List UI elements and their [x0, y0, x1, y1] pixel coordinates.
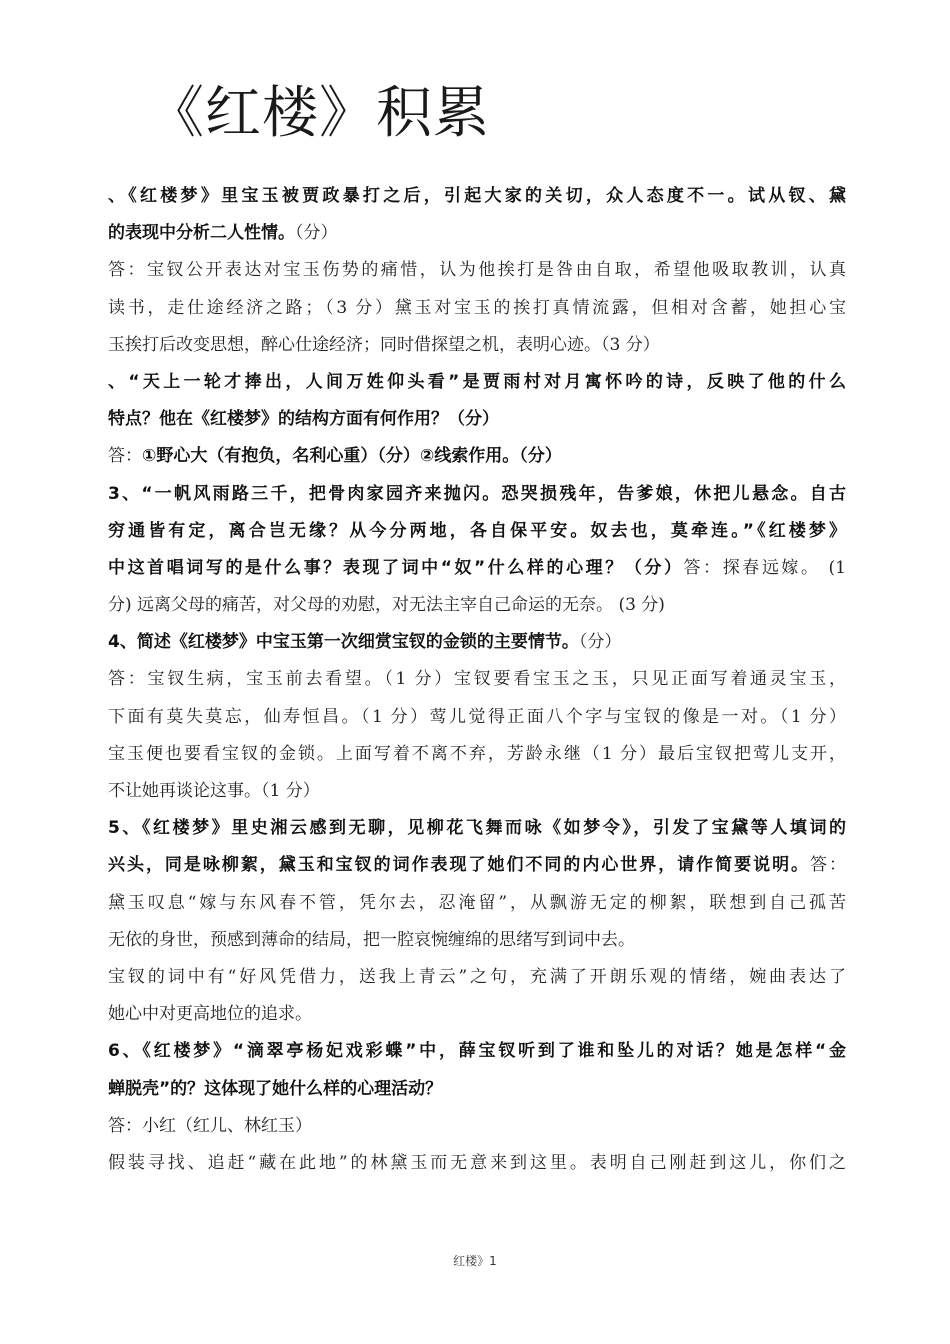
- text-line: [108, 1145, 846, 1182]
- answer-text: （分）: [578, 632, 622, 653]
- answer-text: 答：探春远嫁。 (1: [683, 557, 846, 578]
- answer-text: 分) 远离父母的痛苦，对父母的劝慰，对无法主宰自己命运的无奈。 (3 分): [108, 595, 665, 616]
- answer-text: 读书，走仕途经济之路；（3 分）黛玉对宝玉的挨打真情流露，但相对含蓄，她担心宝: [108, 297, 846, 318]
- text-line: [108, 885, 846, 922]
- text-line: [108, 1071, 846, 1108]
- text-line: [108, 587, 846, 624]
- answer-text: 答：宝钗公开表达对宝玉伤势的痛惜，认为他挨打是咎由自取，希望他吸取教训，认真: [108, 260, 846, 281]
- answer-text: 宝钗的词中有“好风凭借力，送我上青云”之句，充满了开朗乐观的情绪，婉曲表达了: [108, 966, 846, 987]
- text-line: [108, 364, 846, 401]
- text-line: [108, 699, 846, 736]
- answer-text: （分）: [295, 223, 338, 244]
- question-text: 穷通皆有定，离合岂无缘？从今分两地，各自保平安。奴去也，莫牵连。”《红楼梦》: [108, 520, 846, 541]
- question-text: 兴头，同是咏柳絮，黛玉和宝钗的词作表现了她们不同的内心世界，请作简要说明。: [108, 855, 811, 876]
- text-line: [108, 847, 846, 884]
- text-line: [108, 773, 846, 810]
- text-line: [108, 996, 846, 1033]
- answer-text: 答：宝钗生病，宝玉前去看望。（1 分）宝钗要看宝玉之玉，只见正面写着通灵宝玉，: [108, 669, 846, 690]
- question-text: 6、《红楼梦》“滴翠亭杨妃戏彩蝶”中，薛宝钗听到了谁和坠儿的对话？她是怎样“金: [108, 1041, 846, 1062]
- answer-text: 宝玉便也要看宝钗的金锁。上面写着不离不弃，芳龄永继（1 分）最后宝钗把莺儿支开，: [108, 743, 846, 764]
- answer-text: 答：: [810, 855, 846, 876]
- text-line: [108, 661, 846, 698]
- question-text: 4、简述《红楼梦》中宝玉第一次细赏宝钗的金锁的主要情节。: [108, 632, 579, 653]
- text-line: [108, 215, 846, 252]
- page-footer: 红楼》1: [453, 1254, 497, 1268]
- answer-text: 答：小红（红儿、林红玉）: [108, 1115, 312, 1136]
- text-line: [108, 401, 846, 438]
- page-title: 《红楼》积累: [148, 81, 490, 146]
- document-body: [108, 178, 846, 1182]
- question-text: 3、“一帆风雨路三千，把骨肉家园齐来抛闪。恐哭损残年，告爹娘，休把儿悬念。自古: [108, 483, 846, 504]
- text-line: [108, 550, 846, 587]
- text-line: [108, 624, 846, 661]
- text-line: [108, 1033, 846, 1070]
- question-text: ①野心大（有抱负，名利心重）（分）②线索作用。（分）: [142, 446, 562, 467]
- answer-text: 玉挨打后改变思想，醉心仕途经济；同时借探望之机，表明心迹。（3 分）: [108, 334, 660, 355]
- text-line: [108, 959, 846, 996]
- text-line: [108, 476, 846, 513]
- text-line: [108, 438, 846, 475]
- text-line: [108, 252, 846, 289]
- answer-text: 不让她再谈论这事。（1 分）: [108, 781, 320, 801]
- question-text: 蝉脱壳”的？这体现了她什么样的心理活动？: [108, 1078, 443, 1099]
- text-line: [108, 922, 846, 959]
- answer-text: 假装寻找、追赶“藏在此地”的林黛玉而无意来到这里。表明自己刚赶到这儿，你们之: [108, 1152, 846, 1173]
- answer-text: 答：: [108, 446, 142, 467]
- answer-text: 黛玉叹息“嫁与东风春不管，凭尔去，忍淹留”，从飘游无定的柳絮，联想到自己孤苦: [108, 892, 846, 913]
- text-line: [108, 513, 846, 550]
- question-text: 中这首唱词写的是什么事？表现了词中“奴”什么样的心理？（分）: [108, 557, 684, 578]
- answer-text: 无依的身世，预感到薄命的结局，把一腔哀惋缠绵的思绪写到词中去。: [108, 929, 635, 950]
- text-line: [108, 810, 846, 847]
- text-line: [108, 327, 846, 364]
- question-text: 、《红楼梦》里宝玉被贾政暴打之后，引起大家的关切，众人态度不一。试从钗、黛: [108, 186, 846, 206]
- text-line: [108, 290, 846, 327]
- question-text: 5、《红楼梦》里史湘云感到无聊，见柳花飞舞而咏《如梦令》，引发了宝黛等人填词的: [108, 818, 846, 839]
- question-text: 的表现中分析二人性情。: [108, 223, 295, 244]
- answer-text: 下面有莫失莫忘，仙寿恒昌。（1 分）莺儿觉得正面八个字与宝钗的像是一对。（1 分）: [108, 706, 846, 727]
- text-line: [108, 736, 846, 773]
- answer-text: 她心中对更高地位的追求。: [108, 1004, 312, 1025]
- text-line: [108, 1108, 846, 1145]
- question-text: 、“天上一轮才捧出，人间万姓仰头看”是贾雨村对月寓怀吟的诗，反映了他的什么: [108, 371, 846, 392]
- text-line: [108, 178, 846, 215]
- question-text: 特点？他在《红楼梦》的结构方面有何作用？（分）: [108, 409, 499, 430]
